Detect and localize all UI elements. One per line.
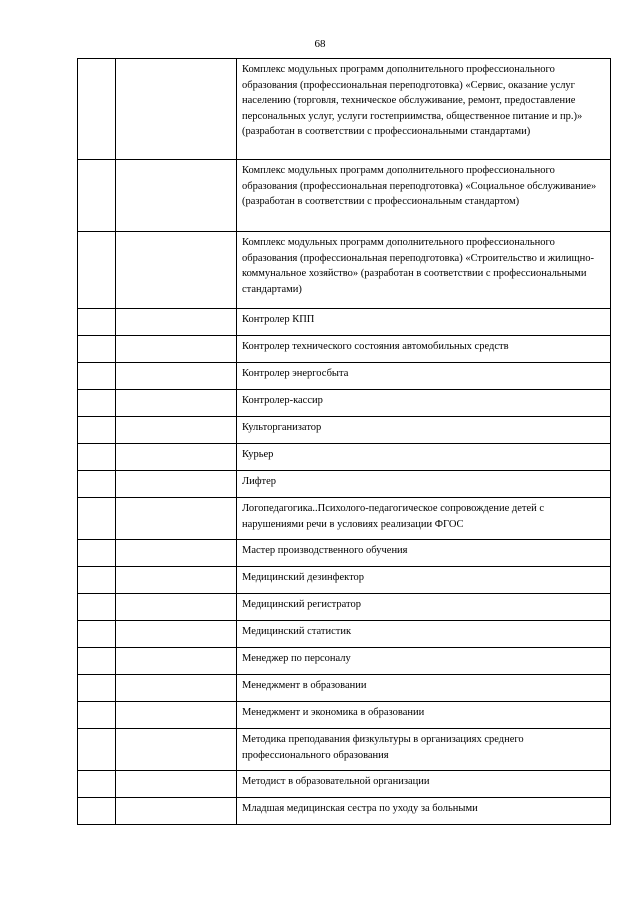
table-row	[78, 336, 611, 363]
empty-cell-number	[78, 567, 116, 594]
program-name-cell: Комплекс модульных программ дополнительного профессионального образования (профессиональная переподготовка) «Социальное обслуживание» (разработан в соответствии с профессиональным стандартом)	[237, 160, 611, 232]
page-number: 68	[314, 38, 326, 50]
program-name-cell: Контролер-кассир	[237, 390, 611, 417]
table-row	[78, 160, 611, 232]
table-row	[78, 729, 611, 771]
empty-cell-number	[78, 540, 116, 567]
empty-cell-category	[116, 232, 237, 309]
empty-cell-category	[116, 336, 237, 363]
table-row	[78, 309, 611, 336]
empty-cell-number	[78, 498, 116, 540]
empty-cell-number	[78, 336, 116, 363]
program-name-cell: Контролер энергосбыта	[237, 363, 611, 390]
empty-cell-number	[78, 59, 116, 160]
program-name-cell: Менеджмент и экономика в образовании	[237, 702, 611, 729]
empty-cell-category	[116, 798, 237, 825]
empty-cell-number	[78, 702, 116, 729]
program-name-cell: Младшая медицинская сестра по уходу за больными	[237, 798, 611, 825]
table-row	[78, 702, 611, 729]
table-row	[78, 540, 611, 567]
table-row	[78, 567, 611, 594]
empty-cell-category	[116, 390, 237, 417]
program-table-body	[78, 59, 611, 825]
table-row	[78, 471, 611, 498]
empty-cell-category	[116, 675, 237, 702]
table-row	[78, 444, 611, 471]
table-row	[78, 621, 611, 648]
empty-cell-category	[116, 729, 237, 771]
empty-cell-number	[78, 309, 116, 336]
empty-cell-category	[116, 498, 237, 540]
empty-cell-number	[78, 771, 116, 798]
empty-cell-number	[78, 160, 116, 232]
program-name-cell: Лифтер	[237, 471, 611, 498]
table-row	[78, 390, 611, 417]
program-name-cell: Комплекс модульных программ дополнительного профессионального образования (профессиональная переподготовка) «Строительство и жилищно-коммунальное хозяйство» (разработан в соответствии с профессиональными стандартами)	[237, 232, 611, 309]
table-row	[78, 232, 611, 309]
program-name-cell: Логопедагогика..Психолого-педагогическое сопровождение детей с нарушениями речи в условиях реализации ФГОС	[237, 498, 611, 540]
empty-cell-category	[116, 621, 237, 648]
program-name-cell: Менеджер по персоналу	[237, 648, 611, 675]
empty-cell-number	[78, 471, 116, 498]
program-name-cell: Комплекс модульных программ дополнительного профессионального образования (профессиональная переподготовка) «Сервис, оказание услуг населению (торговля, техническое обслуживание, ремонт, предоставление персональных услуг, услуги гостеприимства, общественное питание и пр.)» (разработан в соответствии с профессиональными стандартами)	[237, 59, 611, 160]
empty-cell-category	[116, 160, 237, 232]
empty-cell-category	[116, 702, 237, 729]
program-name-cell: Медицинский дезинфектор	[237, 567, 611, 594]
program-name-cell: Методист в образовательной организации	[237, 771, 611, 798]
empty-cell-category	[116, 771, 237, 798]
empty-cell-number	[78, 798, 116, 825]
empty-cell-category	[116, 594, 237, 621]
table-row	[78, 59, 611, 160]
empty-cell-category	[116, 363, 237, 390]
empty-cell-category	[116, 444, 237, 471]
empty-cell-category	[116, 540, 237, 567]
program-name-cell: Менеджмент в образовании	[237, 675, 611, 702]
program-table	[77, 58, 611, 825]
empty-cell-number	[78, 594, 116, 621]
empty-cell-category	[116, 417, 237, 444]
empty-cell-number	[78, 390, 116, 417]
empty-cell-number	[78, 648, 116, 675]
program-name-cell: Контролер КПП	[237, 309, 611, 336]
empty-cell-number	[78, 417, 116, 444]
empty-cell-category	[116, 309, 237, 336]
table-row	[78, 798, 611, 825]
program-name-cell: Методика преподавания физкультуры в организациях среднего профессионального образования	[237, 729, 611, 771]
program-name-cell: Медицинский статистик	[237, 621, 611, 648]
program-name-cell: Курьер	[237, 444, 611, 471]
empty-cell-category	[116, 648, 237, 675]
empty-cell-number	[78, 621, 116, 648]
empty-cell-number	[78, 729, 116, 771]
empty-cell-number	[78, 444, 116, 471]
empty-cell-category	[116, 59, 237, 160]
table-row	[78, 675, 611, 702]
empty-cell-category	[116, 471, 237, 498]
table-row	[78, 363, 611, 390]
table-row	[78, 417, 611, 444]
empty-cell-number	[78, 675, 116, 702]
empty-cell-category	[116, 567, 237, 594]
table-row	[78, 498, 611, 540]
program-name-cell: Контролер технического состояния автомобильных средств	[237, 336, 611, 363]
program-name-cell: Мастер производственного обучения	[237, 540, 611, 567]
empty-cell-number	[78, 232, 116, 309]
table-row	[78, 594, 611, 621]
program-name-cell: Медицинский регистратор	[237, 594, 611, 621]
table-row	[78, 771, 611, 798]
empty-cell-number	[78, 363, 116, 390]
program-name-cell: Культорганизатор	[237, 417, 611, 444]
table-row	[78, 648, 611, 675]
